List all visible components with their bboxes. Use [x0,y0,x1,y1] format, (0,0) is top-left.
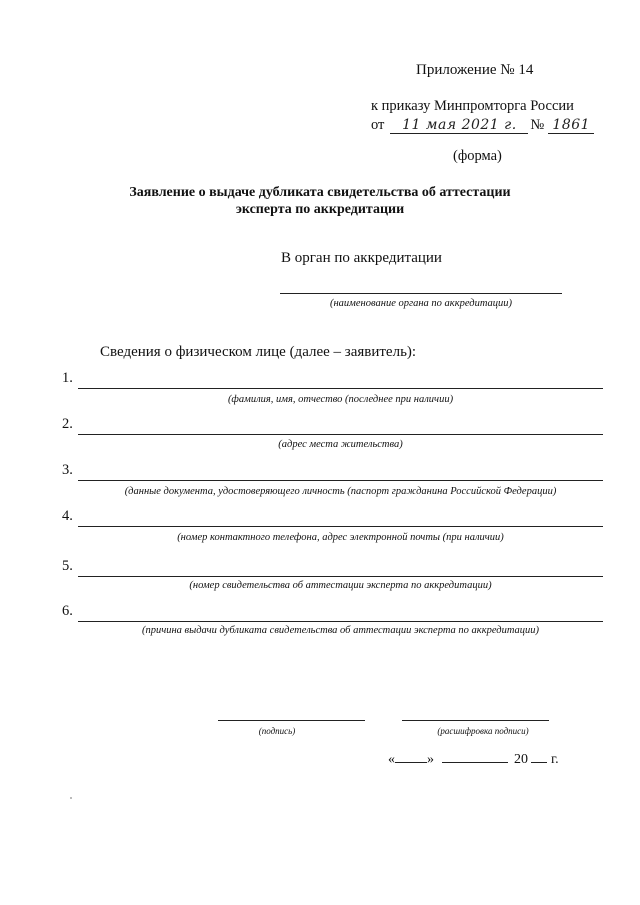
field-number: 6. [62,603,73,619]
day-field[interactable] [395,750,427,763]
year-field[interactable] [531,750,547,763]
field-caption: (адрес места жительства) [278,439,403,450]
signature-caption: (подпись) [258,726,296,736]
date-prefix: от [371,117,385,133]
field-line[interactable] [78,480,603,481]
field-caption: (фамилия, имя, отчество (последнее при наличии) [227,394,454,405]
applicant-field-1[interactable] [62,372,603,390]
appendix-number: Приложение № 14 [416,62,534,78]
year-prefix: 20 [514,752,528,767]
order-reference: к приказу Минпромторга России [371,98,574,114]
number-label: № [530,117,545,133]
applicant-heading: Сведения о физическом лице (далее – заявитель): [100,344,417,360]
close-quote: » [427,752,434,767]
applicant-field-3[interactable] [62,464,603,482]
field-number: 5. [62,558,73,574]
field-number: 4. [62,508,73,524]
scan-speck [70,797,72,799]
title-line-2: эксперта по аккредитации [235,202,405,217]
document-title [0,184,640,218]
handwritten-number: 1861 [548,117,594,134]
signature-decode-caption: (расшифровка подписи) [437,726,529,736]
field-caption: (причина выдачи дубликата свидетельства об аттестации эксперта по аккредитации) [141,625,540,636]
applicant-field-6[interactable] [62,605,603,623]
field-caption: (номер свидетельства об аттестации эксперта по аккредитации) [189,580,492,591]
recipient-input-line[interactable] [280,293,562,294]
order-date-line [371,117,594,134]
field-caption: (данные документа, удостоверяющего личность (паспорт гражданина Российской Федерации) [124,486,557,497]
form-label: (форма) [453,148,502,164]
field-line[interactable] [78,388,603,389]
title-line-1: Заявление о выдаче дубликата свидетельства об аттестации [129,185,511,200]
field-line[interactable] [78,526,603,527]
open-quote: « [388,752,395,767]
field-line[interactable] [78,434,603,435]
recipient-caption: (наименование органа по аккредитации) [329,298,513,309]
field-number: 3. [62,462,73,478]
signature-decode-line[interactable] [402,720,549,721]
field-line[interactable] [78,576,603,577]
handwritten-date: 11 мая 2021 г. [390,117,528,134]
month-field[interactable] [442,750,508,763]
date-line [388,750,559,768]
applicant-field-5[interactable] [62,560,603,578]
field-number: 2. [62,416,73,432]
applicant-field-4[interactable] [62,510,603,528]
field-line[interactable] [78,621,603,622]
year-suffix: г. [551,752,559,767]
applicant-field-2[interactable] [62,418,603,436]
field-caption: (номер контактного телефона, адрес электронной почты (при наличии) [177,532,504,543]
field-number: 1. [62,370,73,386]
recipient-label: В орган по аккредитации [281,250,442,266]
signature-line[interactable] [218,720,365,721]
